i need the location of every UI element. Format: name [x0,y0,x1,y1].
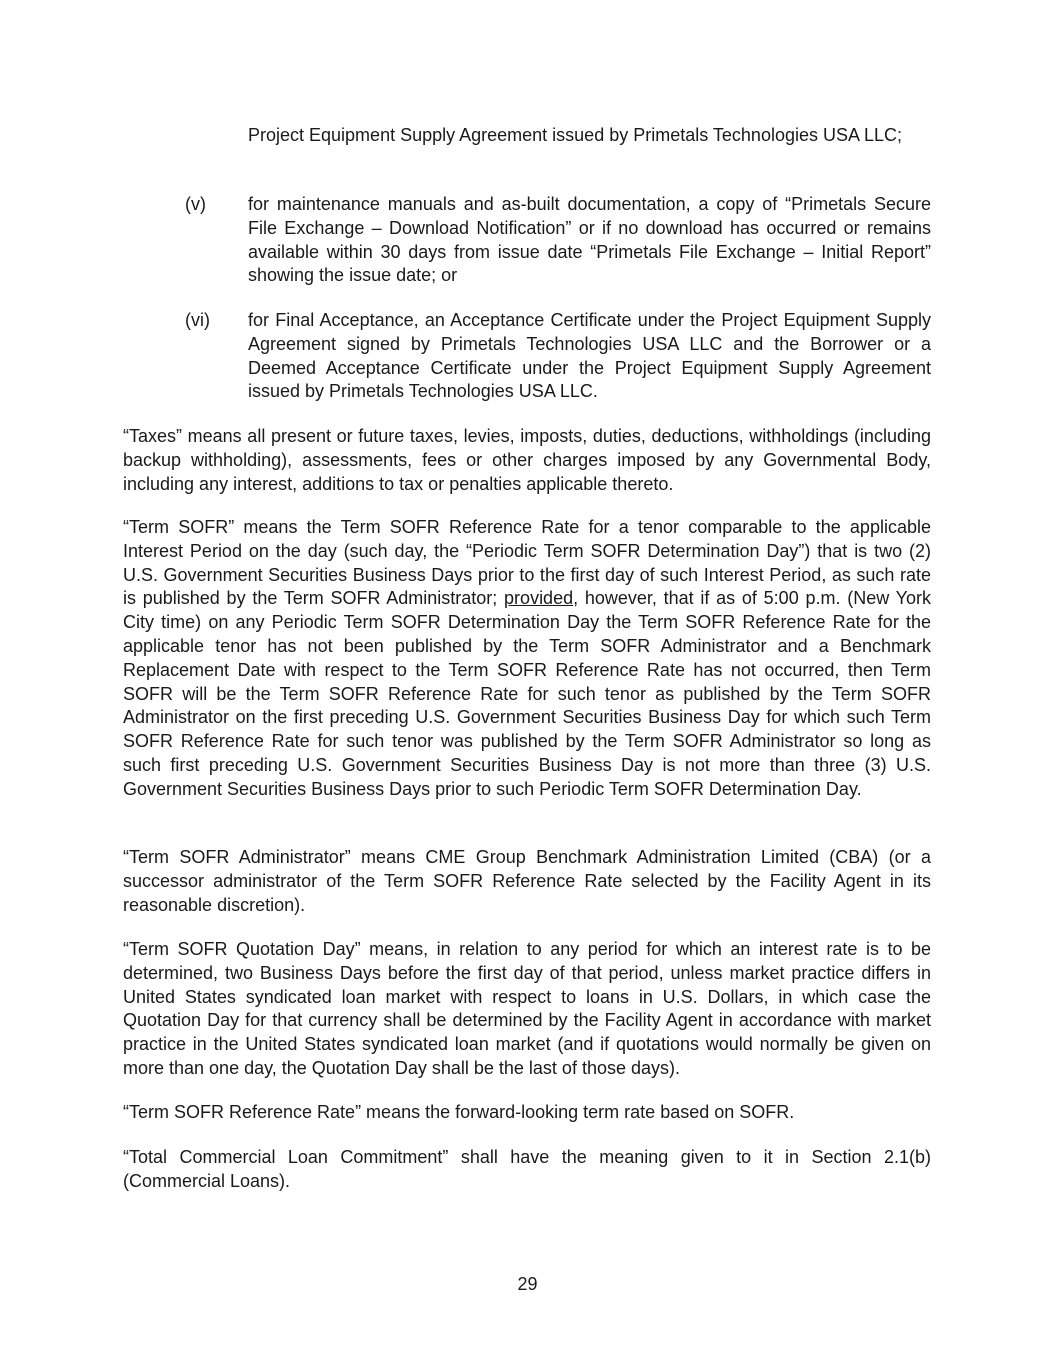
definition-term-sofr-quotation-day: “Term SOFR Quotation Day” means, in relation to any period for which an interest rate is to be determined, two Business Days before the first day of that period, unless market practice differs in United States syndicated loan market with respect to loans in U.S. Dollars, in which case the Quotation Day for that currency shall be determined by the Facility Agent in accordance with market practice in the United States syndicated loan market (and if quotations would normally be given on more than one day, the Quotation Day shall be the last of those days). [123,939,931,1078]
list-item-number: (vi) [185,310,210,330]
list-item-v [185,193,931,289]
definition-term-sofr-reference-rate: “Term SOFR Reference Rate” means the forward-looking term rate based on SOFR. [123,1102,795,1122]
definition-term-sofr [123,516,931,802]
definition-taxes: “Taxes” means all present or future taxes, levies, imposts, duties, deductions, withholdings (including backup withholding), assessments, fees or other charges imposed by any Governmental Body, including any interest, additions to tax or penalties applicable thereto. [123,426,931,494]
list-item-text: for maintenance manuals and as-built documentation, a copy of “Primetals Secure File Exchange – Download Notification” or if no download has occurred or remains available within 30 days from issue date “Primetals File Exchange – Initial Report” showing the issue date; or [248,194,931,286]
list-item-text: for Final Acceptance, an Acceptance Certificate under the Project Equipment Supply Agreement signed by Primetals Technologies USA LLC and the Borrower or a Deemed Acceptance Certificate under the Project Equipment Supply Agreement issued by Primetals Technologies USA LLC. [248,310,931,402]
continuation-paragraph: Project Equipment Supply Agreement issued by Primetals Technologies USA LLC; [248,125,903,145]
list-item-vi [185,309,931,405]
definition-text: , however, that if as of 5:00 p.m. (New York City time) on any Periodic Term SOFR Determination Day the Term SOFR Reference Rate for the applicable tenor has not been published by the Term SOFR Administrator and a Benchmark Replacement Date with respect to the Term SOFR Reference Rate has not occurred, then Term SOFR will be the Term SOFR Reference Rate for such tenor as published by the Term SOFR Administrator on the first preceding U.S. Government Securities Business Day for which such Term SOFR Reference Rate for such tenor was published by the Term SOFR Administrator so long as such first preceding U.S. Government Securities Business Day is not more than three (3) U.S. Government Securities Business Days prior to such Periodic Term SOFR Determination Day. [123,588,931,799]
definition-text: “Term SOFR” means the Term SOFR Reference Rate for a tenor comparable to the applicable Interest Period on the day (such day, the “Periodic Term SOFR Determination Day”) that is two (2) U.S. Government Securities Business Days prior to the first day of such Interest Period, as such rate is published by the Term SOFR Administrator; [123,517,931,609]
definition-term-sofr-administrator: “Term SOFR Administrator” means CME Group Benchmark Administration Limited (CBA) (or a successor administrator of the Term SOFR Reference Rate selected by the Facility Agent in its reasonable discretion). [123,847,931,915]
definition-total-commercial-loan-commitment: “Total Commercial Loan Commitment” shall have the meaning given to it in Section 2.1(b) (Commercial Loans). [123,1147,931,1191]
list-item-number: (v) [185,194,206,214]
page-number: 29 [517,1274,538,1294]
provided-term: provided [504,588,574,609]
